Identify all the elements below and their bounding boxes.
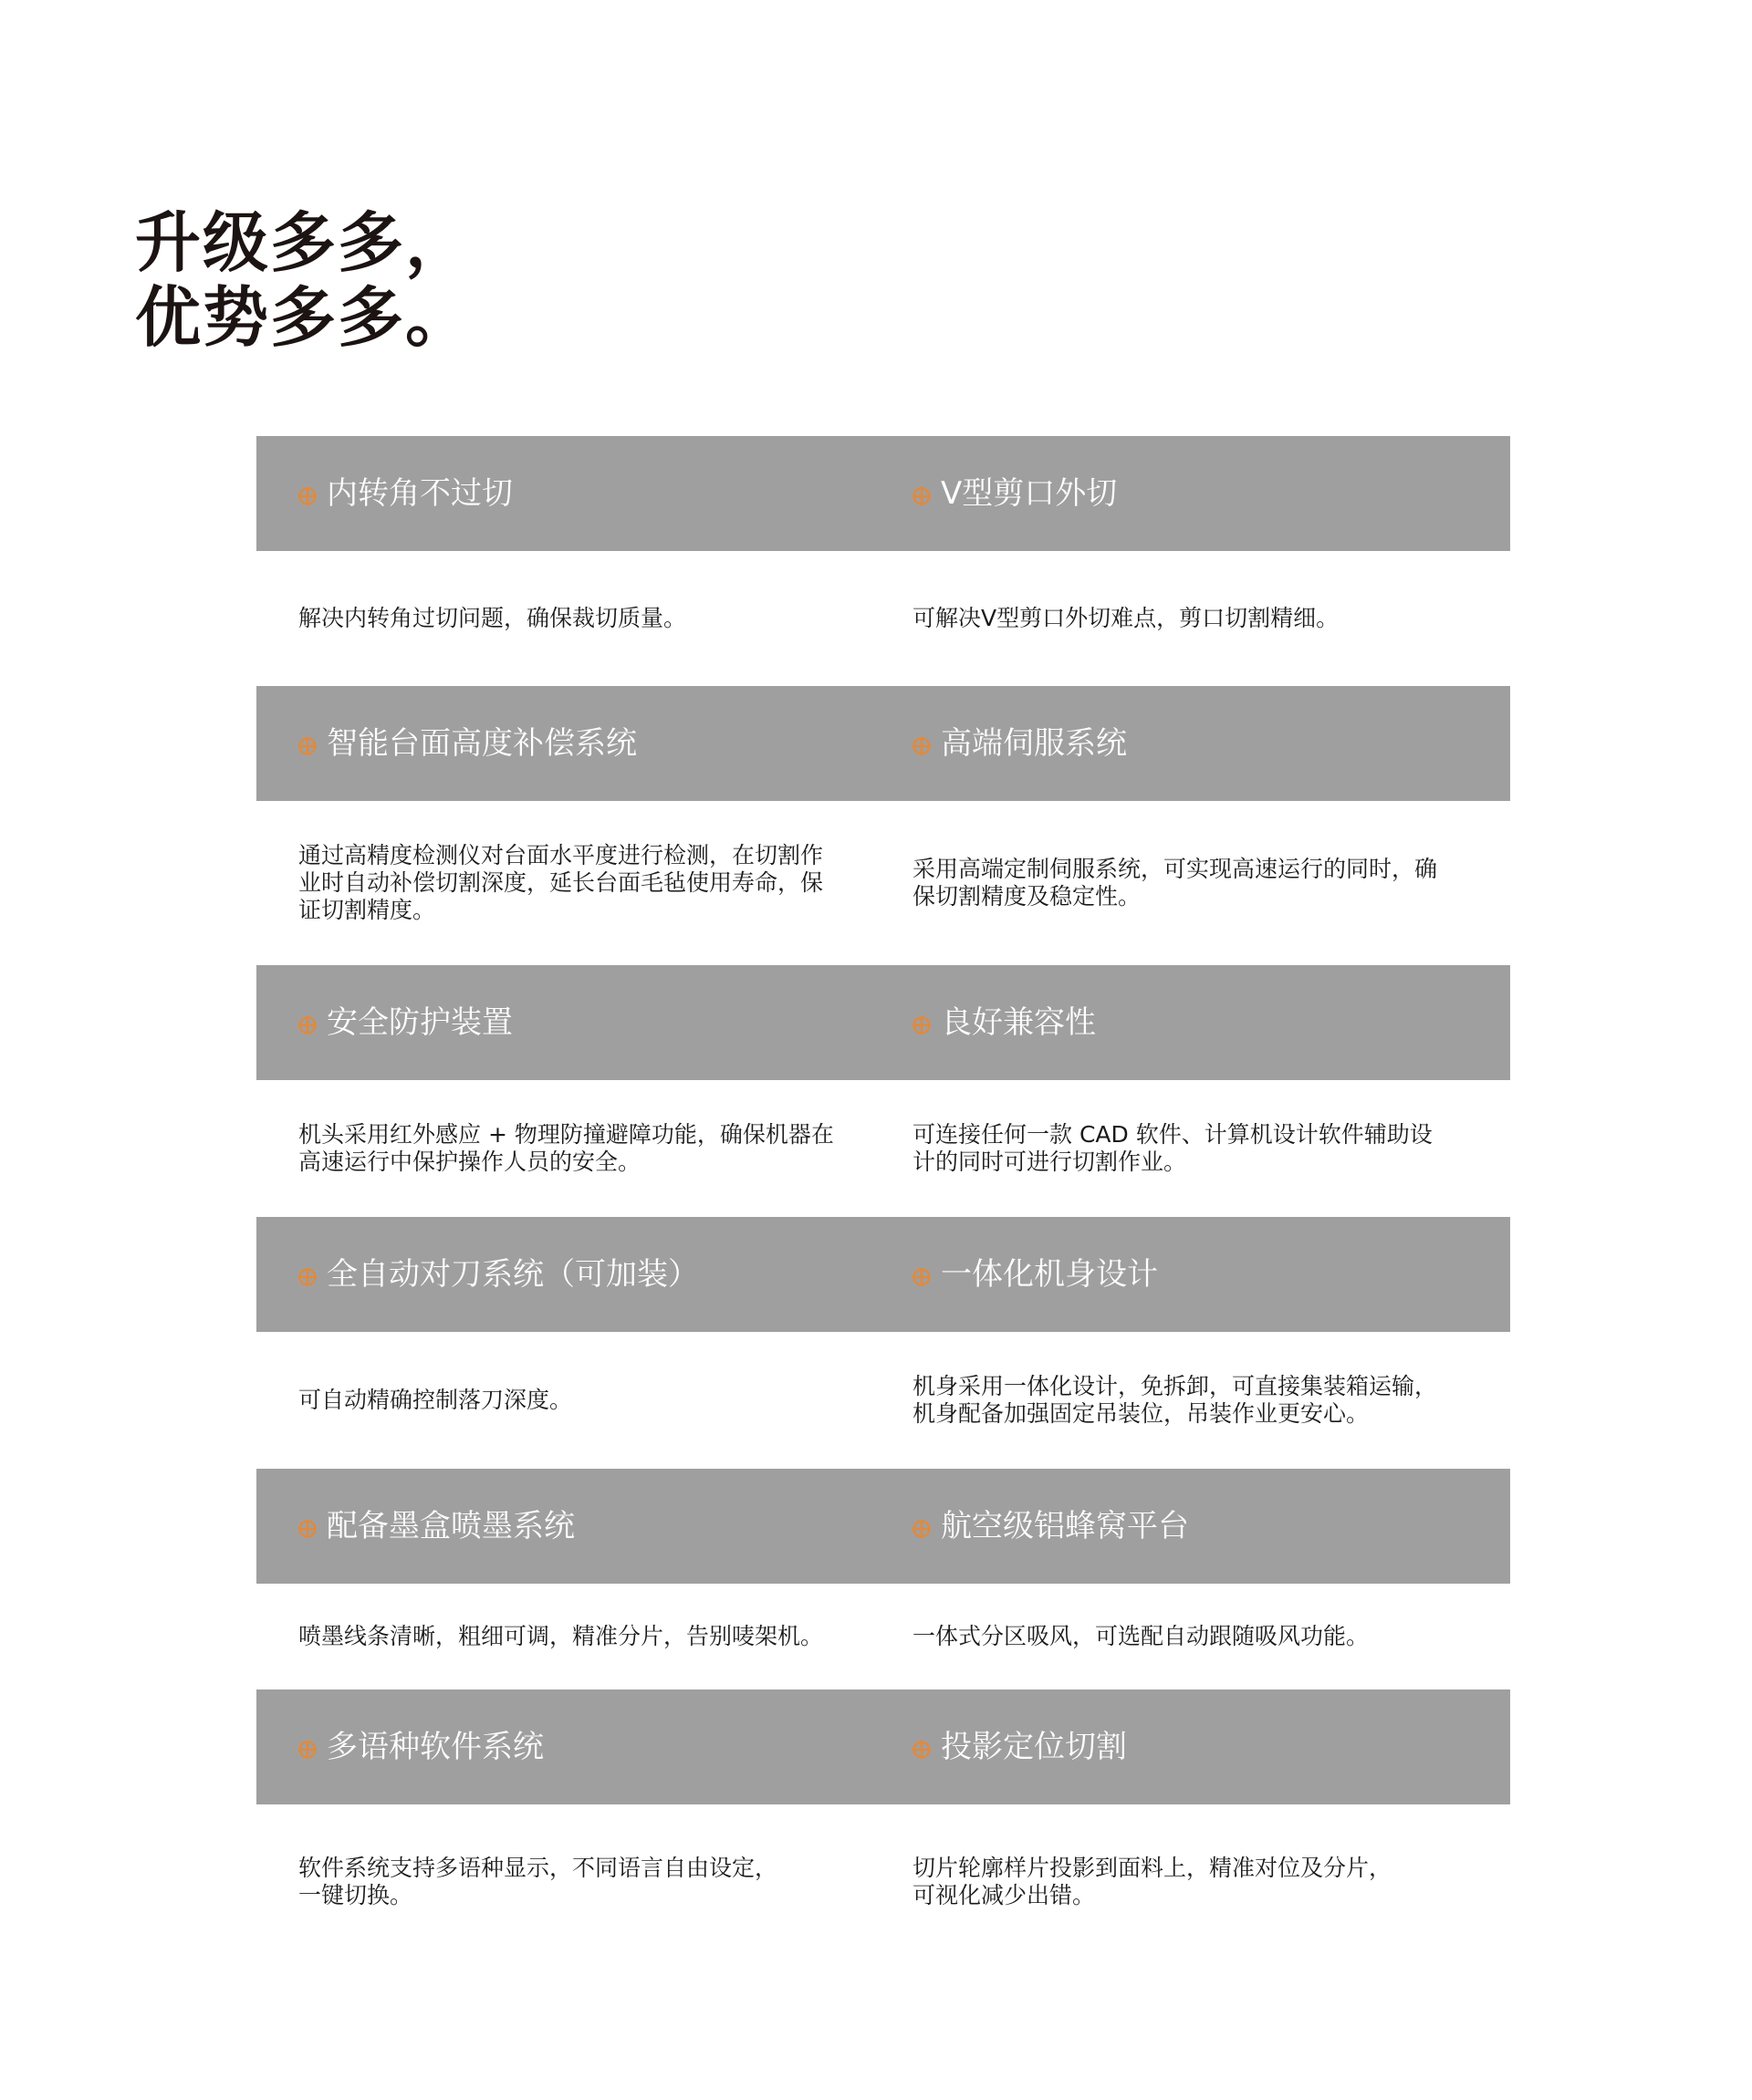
feature-desc-line: 业时自动补偿切割深度，延长台面毛毡使用寿命，保 [298, 869, 824, 896]
feature-desc-line: 机身采用一体化设计，免拆卸，可直接集装箱运输， [912, 1373, 1438, 1399]
feature-title-text: 良好兼容性 [941, 1004, 1096, 1041]
crosshair-circle-icon [297, 1015, 318, 1035]
feature-desc-line: 机头采用红外感应 + 物理防撞避障功能，确保机器在 [298, 1121, 834, 1148]
feature-desc-line: 通过高精度检测仪对台面水平度进行检测，在切割作 [298, 842, 824, 868]
headline-line-2: 优势多多。 [135, 279, 474, 356]
feature-row [256, 1469, 1510, 1689]
feature-row [256, 965, 1510, 1217]
feature-title-text: 安全防护装置 [327, 1004, 513, 1041]
feature-desc-line: 一体式分区吸风，可选配自动跟随吸风功能。 [912, 1623, 1370, 1649]
feature-title-text: 配备墨盒喷墨系统 [327, 1508, 575, 1544]
feature-title-text: 智能台面高度补偿系统 [327, 725, 637, 762]
feature-desc-line: 一键切换。 [298, 1882, 413, 1908]
feature-desc-right [883, 605, 1510, 632]
feature-title-text: 多语种软件系统 [327, 1729, 544, 1765]
feature-desc-left [256, 605, 883, 632]
feature-title-right [883, 1508, 1510, 1544]
feature-row [256, 1217, 1510, 1469]
feature-title-right [883, 1256, 1510, 1293]
crosshair-circle-icon [912, 1519, 932, 1539]
feature-title-text: 投影定位切割 [941, 1729, 1127, 1765]
crosshair-circle-icon [297, 736, 318, 756]
feature-desc-band [256, 551, 1510, 686]
feature-title-left [256, 1508, 883, 1544]
feature-title-text: V型剪口外切 [941, 475, 1118, 512]
feature-title-left [256, 1256, 883, 1293]
crosshair-circle-icon [912, 1267, 932, 1287]
feature-desc-line: 采用高端定制伺服系统，可实现高速运行的同时，确 [912, 856, 1438, 882]
crosshair-circle-icon [912, 486, 932, 506]
feature-grid [256, 436, 1510, 1960]
feature-desc-left [256, 842, 883, 924]
feature-desc-band [256, 1332, 1510, 1469]
feature-desc-line: 机身配备加强固定吊装位，吊装作业更安心。 [912, 1400, 1370, 1427]
feature-desc-line: 切片轮廓样片投影到面料上，精准对位及分片， [912, 1855, 1392, 1881]
feature-desc-line: 可视化减少出错。 [912, 1882, 1096, 1908]
feature-title-bar [256, 436, 1510, 551]
feature-desc-band [256, 1804, 1510, 1960]
feature-title-text: 高端伺服系统 [941, 725, 1127, 762]
page-headline [135, 205, 473, 355]
feature-title-bar [256, 1217, 1510, 1332]
crosshair-circle-icon [297, 486, 318, 506]
feature-title-left [256, 725, 883, 762]
feature-desc-line: 证切割精度。 [298, 897, 436, 923]
feature-desc-line: 计的同时可进行切割作业。 [912, 1149, 1187, 1175]
feature-desc-band [256, 1080, 1510, 1217]
feature-title-left [256, 475, 883, 512]
feature-title-right [883, 1729, 1510, 1765]
feature-title-bar [256, 1469, 1510, 1584]
feature-desc-line: 解决内转角过切问题，确保裁切质量。 [298, 605, 687, 631]
crosshair-circle-icon [297, 1519, 318, 1539]
feature-desc-line: 高速运行中保护操作人员的安全。 [298, 1149, 641, 1175]
feature-desc-right [883, 1373, 1510, 1428]
crosshair-circle-icon [912, 736, 932, 756]
feature-desc-line: 喷墨线条清晰，粗细可调，精准分片，告别唛架机。 [298, 1623, 824, 1649]
feature-title-right [883, 475, 1510, 512]
feature-row [256, 1689, 1510, 1960]
feature-title-text: 全自动对刀系统（可加装） [327, 1256, 699, 1293]
feature-desc-left [256, 1387, 883, 1414]
feature-desc-line: 软件系统支持多语种显示，不同语言自由设定， [298, 1855, 778, 1881]
feature-desc-band [256, 1584, 1510, 1689]
feature-desc-right [883, 1121, 1510, 1176]
feature-title-bar [256, 965, 1510, 1080]
feature-title-right [883, 1004, 1510, 1041]
feature-title-text: 航空级铝蜂窝平台 [941, 1508, 1189, 1544]
feature-title-left [256, 1004, 883, 1041]
feature-desc-right [883, 1855, 1510, 1909]
feature-desc-line: 可解决V型剪口外切难点，剪口切割精细。 [912, 605, 1340, 631]
crosshair-circle-icon [297, 1267, 318, 1287]
feature-title-right [883, 725, 1510, 762]
crosshair-circle-icon [912, 1015, 932, 1035]
feature-desc-line: 可自动精确控制落刀深度。 [298, 1387, 573, 1413]
feature-desc-line: 保切割精度及稳定性。 [912, 883, 1142, 910]
feature-title-text: 一体化机身设计 [941, 1256, 1158, 1293]
feature-title-left [256, 1729, 883, 1765]
feature-desc-right [883, 856, 1510, 910]
feature-title-bar [256, 686, 1510, 801]
feature-desc-left [256, 1121, 883, 1176]
feature-desc-band [256, 801, 1510, 965]
feature-desc-left [256, 1623, 883, 1650]
crosshair-circle-icon [297, 1740, 318, 1760]
headline-line-1: 升级多多， [135, 204, 474, 281]
feature-title-text: 内转角不过切 [327, 475, 513, 512]
feature-row [256, 686, 1510, 965]
feature-desc-right [883, 1623, 1510, 1650]
feature-desc-left [256, 1855, 883, 1909]
crosshair-circle-icon [912, 1740, 932, 1760]
feature-title-bar [256, 1689, 1510, 1804]
feature-desc-line: 可连接任何一款 CAD 软件、计算机设计软件辅助设 [912, 1121, 1433, 1148]
feature-row [256, 436, 1510, 686]
